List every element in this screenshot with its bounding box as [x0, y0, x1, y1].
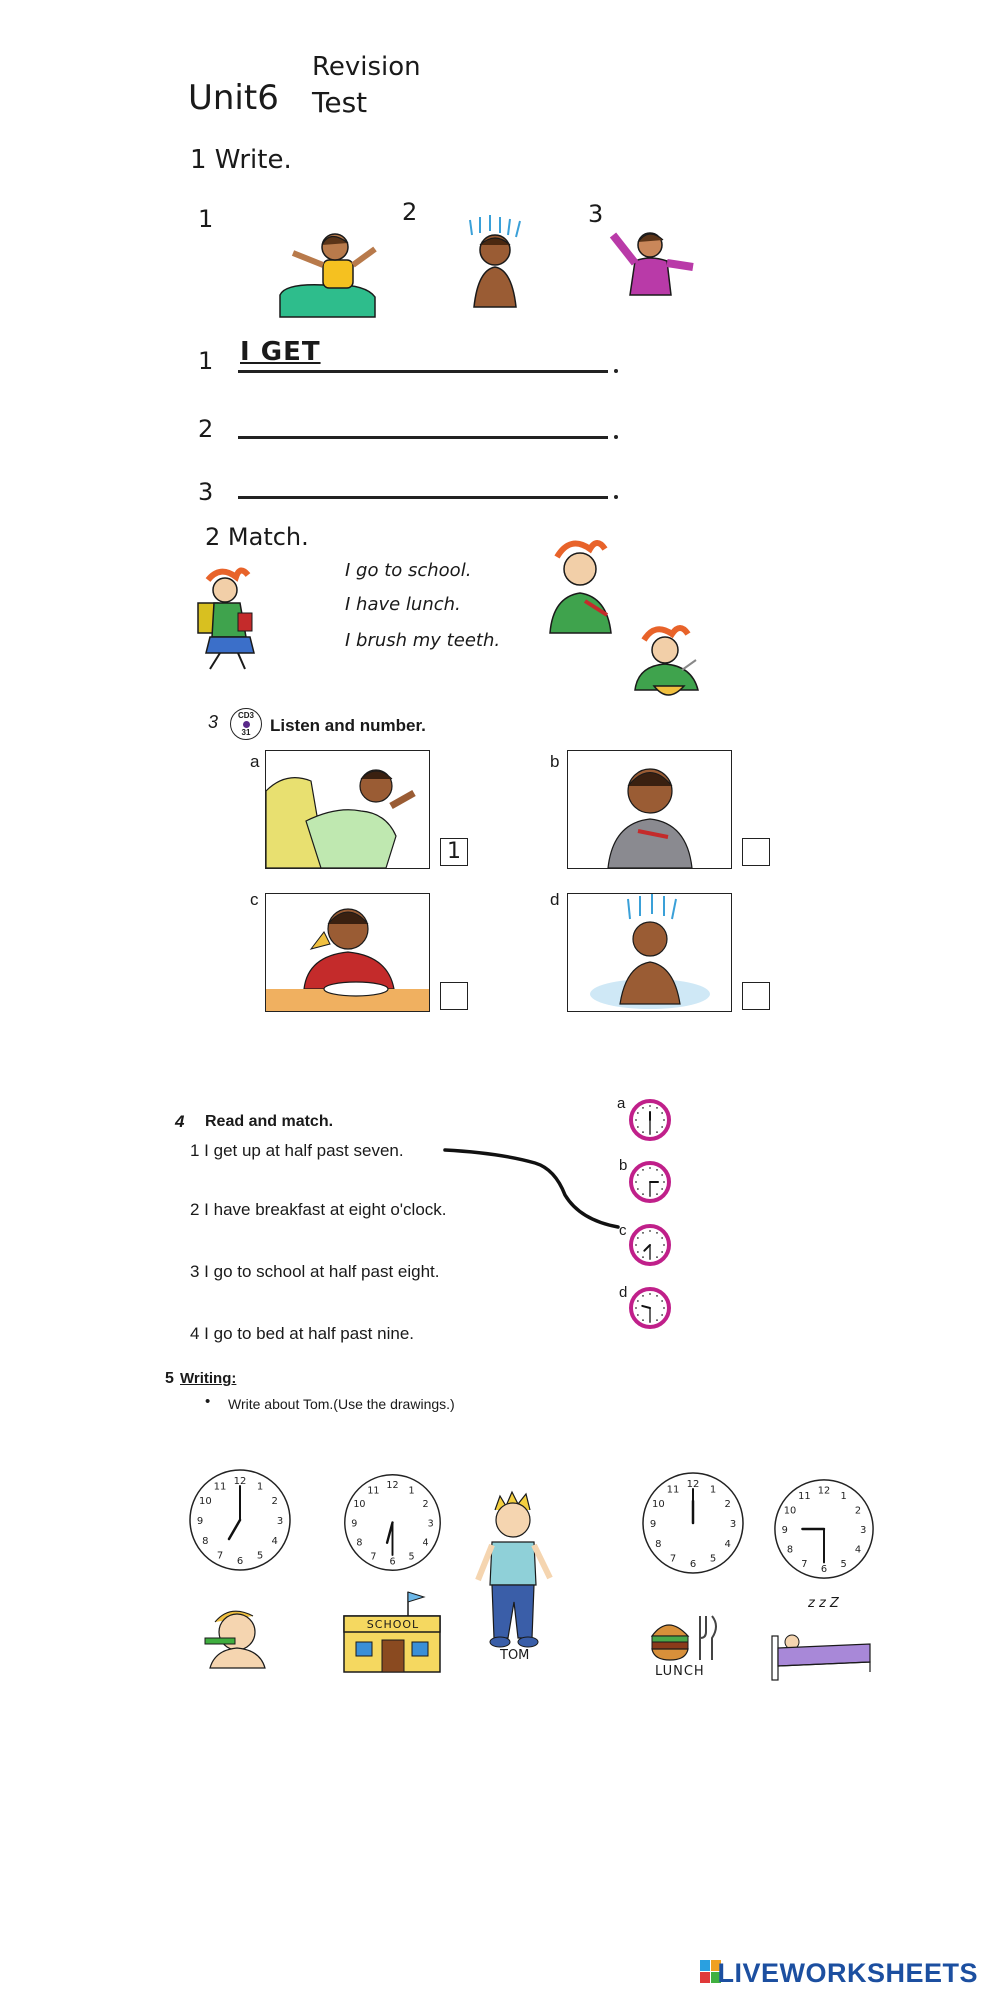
- title-unit: Unit6: [188, 78, 279, 118]
- svg-text:8: 8: [786, 1544, 794, 1556]
- svg-text:5: 5: [256, 1550, 264, 1562]
- cd-track: 31: [241, 728, 251, 737]
- svg-text:4: 4: [422, 1537, 429, 1549]
- line-3-period: [614, 495, 618, 499]
- svg-text:6: 6: [689, 1559, 697, 1570]
- svg-text:9: 9: [781, 1524, 788, 1536]
- listen-label-a: a: [250, 752, 260, 771]
- listen-picture-b: [567, 750, 732, 869]
- girl-waking-up-picture: [275, 225, 385, 325]
- match-sentence-1: I go to school.: [345, 560, 472, 581]
- answer-box-c[interactable]: [440, 982, 468, 1010]
- section5-heading: Writing:: [180, 1370, 237, 1387]
- clock-label-d: d: [619, 1284, 628, 1301]
- cd-center-icon: [243, 721, 250, 728]
- clock-label-b: b: [619, 1157, 628, 1174]
- svg-text:2: 2: [422, 1499, 429, 1511]
- svg-text:1: 1: [709, 1484, 717, 1496]
- svg-text:2: 2: [271, 1496, 278, 1507]
- boy-having-lunch-drawing: [266, 894, 429, 1011]
- section5-bullet: •: [205, 1393, 211, 1410]
- sleeping-in-bed-picture: [770, 1618, 875, 1680]
- svg-text:7: 7: [669, 1553, 677, 1565]
- svg-text:5: 5: [709, 1553, 717, 1565]
- girl-having-lunch-picture: [630, 620, 710, 705]
- section5-instruction: Write about Tom.(Use the drawings.): [228, 1396, 455, 1412]
- svg-text:6: 6: [389, 1556, 396, 1568]
- svg-text:8: 8: [356, 1537, 363, 1549]
- read-sentence-3: 3 I go to school at half past eight.: [190, 1262, 440, 1281]
- svg-text:10: 10: [353, 1499, 366, 1511]
- match-sentence-2: I have lunch.: [345, 594, 461, 615]
- tom-clock-3-icon: [638, 1468, 748, 1578]
- tom-clock-1-icon: [185, 1465, 295, 1575]
- listen-picture-c: [265, 893, 430, 1012]
- line-number-1: 1: [198, 347, 214, 375]
- listen-label-b: b: [550, 752, 560, 771]
- svg-text:9: 9: [196, 1516, 204, 1527]
- svg-text:1: 1: [408, 1485, 415, 1497]
- svg-text:7: 7: [216, 1550, 224, 1562]
- svg-text:3: 3: [276, 1516, 284, 1527]
- section4-number: 4: [175, 1112, 185, 1131]
- svg-text:7: 7: [370, 1551, 377, 1563]
- svg-text:3: 3: [427, 1518, 434, 1530]
- svg-text:6: 6: [820, 1564, 828, 1576]
- girl-brushing-teeth-picture: [545, 535, 615, 635]
- line-number-2: 2: [198, 415, 214, 443]
- svg-text:7: 7: [801, 1558, 808, 1570]
- svg-text:8: 8: [655, 1539, 662, 1550]
- match-sentence-3: I brush my teeth.: [345, 630, 501, 651]
- listen-label-c: c: [250, 890, 259, 909]
- answer-line-1-text[interactable]: I GET: [240, 337, 321, 367]
- svg-text:5: 5: [840, 1558, 847, 1570]
- section4-heading: Read and match.: [205, 1113, 334, 1130]
- svg-text:11: 11: [213, 1481, 227, 1493]
- section5-number: 5: [165, 1370, 174, 1387]
- svg-text:9: 9: [351, 1518, 358, 1530]
- svg-text:12: 12: [233, 1476, 247, 1487]
- cd-icon[interactable]: [230, 708, 262, 740]
- picture-number-3: 3: [588, 200, 604, 228]
- svg-text:4: 4: [724, 1539, 731, 1550]
- write-line-2[interactable]: [238, 436, 608, 439]
- write-line-3[interactable]: [238, 496, 608, 499]
- lunch-label: LUNCH: [655, 1664, 705, 1679]
- svg-text:10: 10: [783, 1505, 797, 1517]
- listen-label-d: d: [550, 890, 560, 909]
- school-sign-text: SCHOOL: [366, 1618, 420, 1631]
- svg-text:2: 2: [724, 1499, 731, 1510]
- listen-picture-d: [567, 893, 732, 1012]
- line-number-3: 3: [198, 478, 214, 506]
- girl-going-to-school-picture: [190, 565, 270, 675]
- read-sentence-2: 2 I have breakfast at eight o'clock.: [190, 1200, 447, 1219]
- liveworksheets-brand[interactable]: LIVEWORKSHEETS: [717, 1958, 978, 1988]
- svg-text:10: 10: [651, 1499, 665, 1510]
- svg-text:8: 8: [202, 1536, 209, 1547]
- cd-label: CD3: [237, 711, 254, 720]
- svg-text:11: 11: [367, 1485, 380, 1497]
- line-2-period: [614, 435, 618, 439]
- lunch-picture: [648, 1612, 723, 1664]
- clock-b-icon[interactable]: [628, 1160, 672, 1204]
- section3-number: 3: [208, 712, 219, 732]
- svg-text:4: 4: [854, 1544, 862, 1556]
- clock-d-icon[interactable]: [628, 1286, 672, 1330]
- listen-picture-a: [265, 750, 430, 869]
- clock-c-icon[interactable]: [628, 1223, 672, 1267]
- svg-text:11: 11: [798, 1490, 811, 1502]
- boy-brushing-teeth-drawing: [568, 751, 731, 868]
- boy-getting-up-drawing: [266, 751, 429, 868]
- svg-text:1: 1: [256, 1481, 264, 1493]
- svg-text:10: 10: [198, 1496, 212, 1507]
- answer-box-a[interactable]: 1: [440, 838, 468, 866]
- svg-text:3: 3: [729, 1519, 737, 1530]
- boy-showering-drawing: [568, 894, 731, 1011]
- title-test: Test: [312, 86, 368, 119]
- line-1-period: [614, 369, 618, 373]
- clock-label-c: c: [619, 1222, 627, 1239]
- answer-box-b[interactable]: [742, 838, 770, 866]
- tom-clock-2-icon: [340, 1470, 445, 1575]
- svg-text:12: 12: [386, 1480, 399, 1492]
- sleep-sound-text: z z Z: [808, 1596, 839, 1611]
- clock-label-a: a: [617, 1095, 626, 1112]
- tom-brushing-teeth-picture: [205, 1600, 270, 1670]
- svg-text:2: 2: [854, 1505, 862, 1517]
- svg-text:12: 12: [817, 1485, 831, 1497]
- section1-heading: 1 Write.: [190, 145, 292, 175]
- school-building-picture: [340, 1590, 445, 1675]
- picture-number-1: 1: [198, 205, 214, 233]
- svg-text:1: 1: [840, 1490, 847, 1502]
- svg-text:5: 5: [408, 1551, 415, 1563]
- match-line[interactable]: [440, 1145, 630, 1230]
- title-revision: Revision: [312, 52, 421, 82]
- tom-name-label: TOM: [500, 1648, 530, 1663]
- read-sentence-4: 4 I go to bed at half past nine.: [190, 1324, 414, 1343]
- answer-box-d[interactable]: [742, 982, 770, 1010]
- section3-heading: Listen and number.: [270, 716, 426, 735]
- svg-text:3: 3: [860, 1524, 867, 1536]
- tom-clock-4-icon: [770, 1475, 878, 1583]
- svg-text:6: 6: [236, 1556, 244, 1567]
- picture-number-2: 2: [402, 198, 418, 226]
- girl-dressing-picture: [605, 225, 700, 305]
- tom-boy-picture: [470, 1490, 560, 1650]
- svg-text:12: 12: [686, 1479, 700, 1490]
- svg-text:9: 9: [649, 1519, 657, 1530]
- write-line-1[interactable]: [238, 370, 608, 373]
- read-sentence-1: 1 I get up at half past seven.: [190, 1141, 404, 1160]
- section2-heading: 2 Match.: [205, 523, 309, 551]
- svg-text:11: 11: [666, 1484, 680, 1496]
- clock-a-icon[interactable]: [628, 1098, 672, 1142]
- svg-text:4: 4: [271, 1536, 278, 1547]
- boy-shower-picture: [460, 215, 530, 310]
